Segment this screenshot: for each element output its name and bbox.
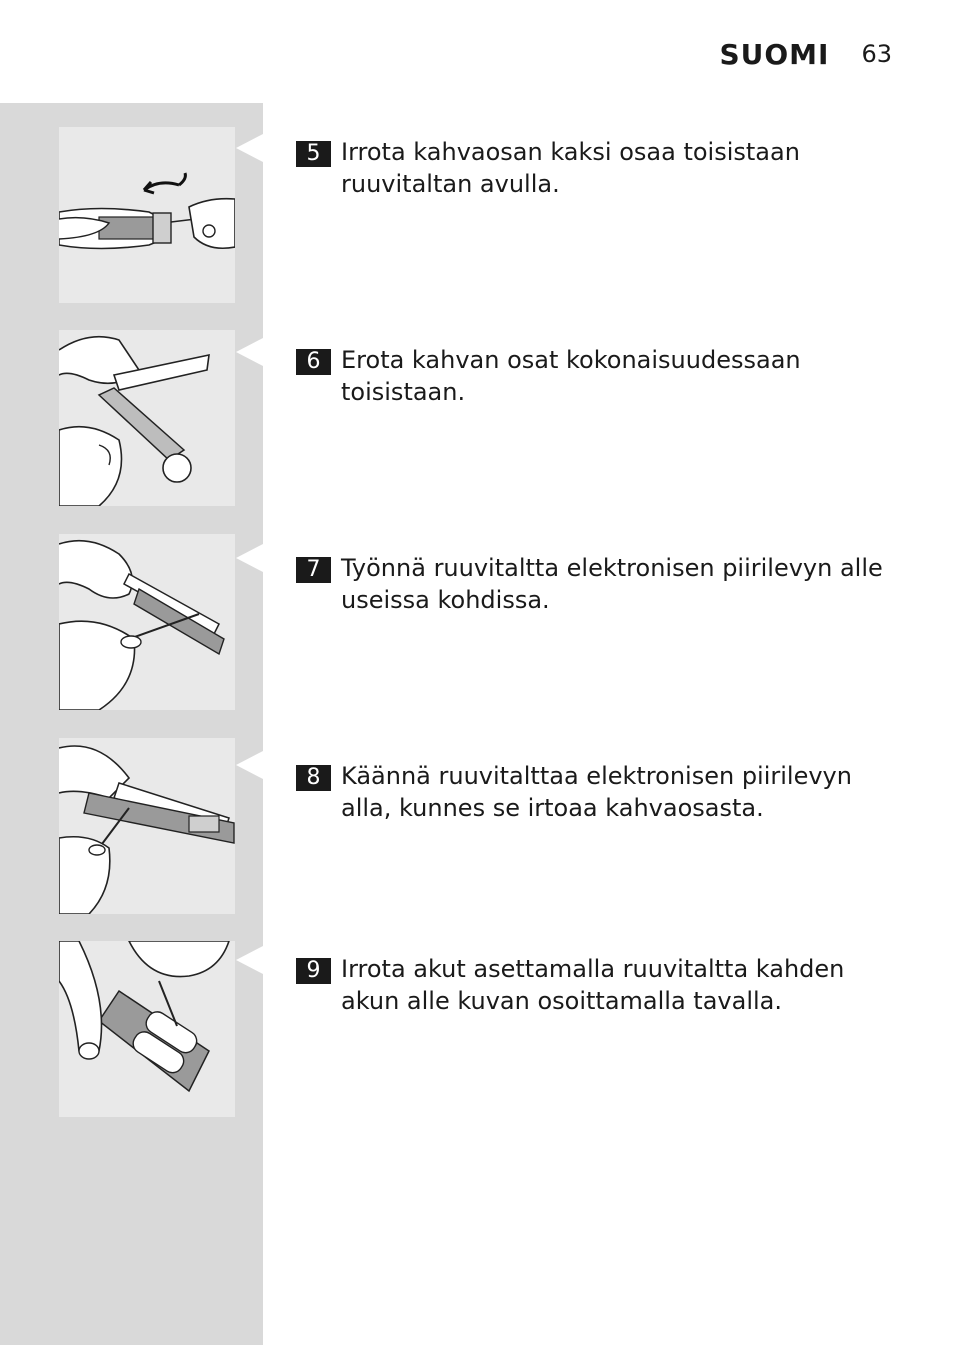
step-number: 7 [296, 557, 331, 583]
section-language: SUOMI [719, 37, 830, 71]
figure-pointer [236, 751, 263, 779]
step-8 [296, 760, 896, 824]
figure-pointer [236, 338, 263, 366]
step-text: Käännä ruuvitalttaa elektronisen piirilevyn alla, kunnes se irtoaa kahvaosasta. [341, 762, 852, 822]
twist-screwdriver-illustration [59, 738, 235, 914]
remove-batteries-illustration [59, 941, 235, 1117]
insert-screwdriver-illustration [59, 534, 235, 710]
step-number: 5 [296, 141, 331, 167]
step-7 [296, 552, 896, 616]
open-handle-illustration [59, 330, 235, 506]
step-text: Työnnä ruuvitaltta elektronisen piirilevyn alle useissa kohdissa. [341, 554, 883, 614]
figure-pointer [236, 544, 263, 572]
step-text: Irrota akut asettamalla ruuvitaltta kahden akun alle kuvan osoittamalla tavalla. [341, 955, 845, 1015]
step-number: 6 [296, 349, 331, 375]
step-text: Erota kahvan osat kokonaisuudessaan toisistaan. [341, 346, 801, 406]
separate-handle-illustration [59, 127, 235, 303]
step-5 [296, 136, 896, 200]
figure-pointer [236, 946, 263, 974]
step-number: 8 [296, 765, 331, 791]
figure-pointer [236, 134, 263, 162]
step-text: Irrota kahvaosan kaksi osaa toisistaan ruuvitaltan avulla. [341, 138, 800, 198]
step-9 [296, 953, 896, 1017]
step-number: 9 [296, 958, 331, 984]
page-number: 63 [861, 40, 892, 68]
step-6 [296, 344, 896, 408]
page-header [719, 36, 892, 72]
